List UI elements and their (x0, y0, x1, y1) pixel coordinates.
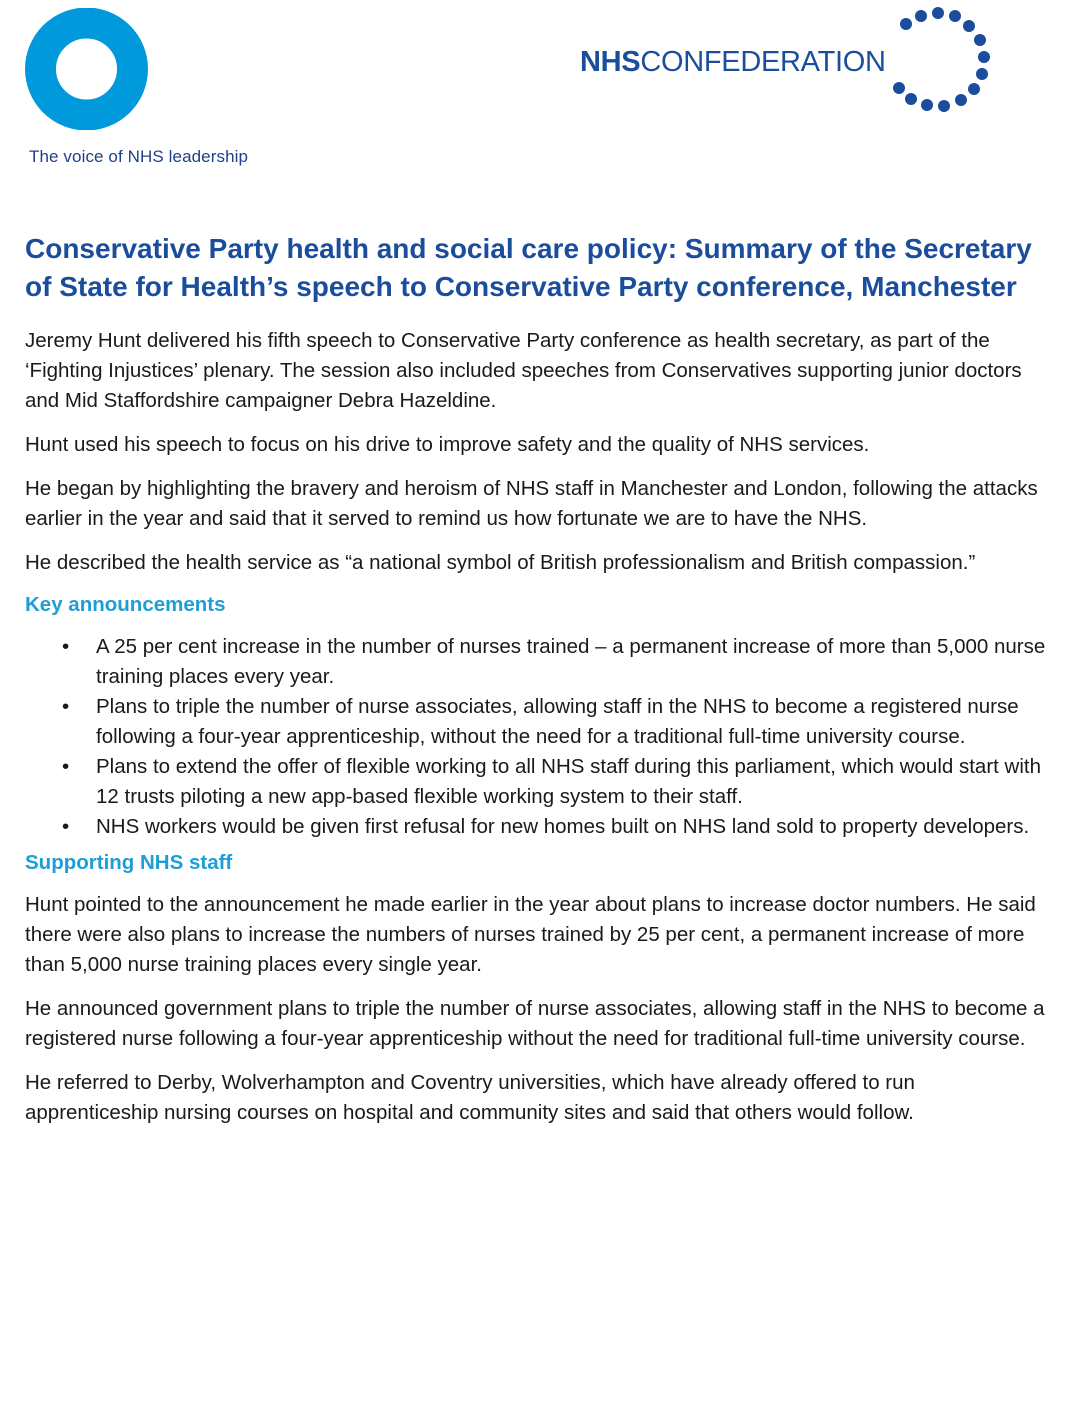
body-paragraph: He announced government plans to triple the number of nurse associates, allowing staff in the NHS to become a registered nurse following a four-year apprenticeship without the need for traditional full-time university course. (25, 997, 1045, 1050)
list-item-text: NHS workers would be given first refusal for new homes built on NHS land sold to property developers. (96, 815, 1030, 838)
bullet-icon: • (62, 695, 70, 718)
list-item (62, 632, 1049, 692)
list-item-text: Plans to triple the number of nurse associates, allowing staff in the NHS to become a registered nurse following a four-year apprenticeship, without the need for a traditional full-time university course. (96, 695, 1019, 748)
key-announcements-list (25, 632, 1049, 842)
wordmark-nhs: NHS (580, 46, 641, 78)
ring-logo-icon (24, 8, 149, 130)
key-announcements-heading: Key announcements (25, 593, 226, 616)
document-title: Conservative Party health and social care policy: Summary of the Secretary of State for Health’s speech to Conservative Party conference, Manchester (25, 233, 1032, 302)
tagline: The voice of NHS leadership (29, 147, 249, 166)
body-paragraph: Hunt pointed to the announcement he made earlier in the year about plans to increase doctor numbers. He said there were also plans to increase the numbers of nurses trained by 25 per cent, a permanent increase of more than 5,000 nurse training places every single year. (25, 893, 1036, 976)
nhs-confederation-wordmark (580, 46, 886, 79)
intro-paragraph: Jeremy Hunt delivered his fifth speech to Conservative Party conference as health secretary, as part of the ‘Fighting Injustices’ plenary. The session also included speeches from Conservatives supporting junior doctors and Mid Staffordshire campaigner Debra Hazeldine. (25, 329, 1022, 412)
intro-paragraph: Hunt used his speech to focus on his drive to improve safety and the quality of NHS services. (25, 433, 870, 456)
list-item (62, 752, 1049, 812)
intro-paragraph: He began by highlighting the bravery and heroism of NHS staff in Manchester and London, following the attacks earlier in the year and said that it served to remind us how fortunate we are to have the NHS. (25, 477, 1038, 530)
body-paragraph: He referred to Derby, Wolverhampton and Coventry universities, which have already offered to run apprenticeship nursing courses on hospital and community sites and said that others would follow. (25, 1071, 915, 1124)
list-item (62, 692, 1049, 752)
wordmark-confederation: CONFEDERATION (640, 46, 886, 78)
bullet-icon: • (62, 815, 70, 838)
bullet-icon: • (62, 755, 70, 778)
document-body (25, 230, 1049, 1142)
confederation-dots-icon (880, 2, 996, 120)
list-item-text: A 25 per cent increase in the number of nurses trained – a permanent increase of more than 5,000 nurse training places every year. (96, 635, 1046, 688)
list-item-text: Plans to extend the offer of flexible working to all NHS staff during this parliament, which would start with 12 trusts piloting a new app-based flexible working system to their staff. (96, 755, 1041, 808)
intro-paragraph: He described the health service as “a national symbol of British professionalism and British compassion.” (25, 551, 976, 574)
supporting-staff-heading: Supporting NHS staff (25, 851, 233, 874)
bullet-icon: • (62, 635, 70, 658)
list-item (62, 812, 1049, 842)
